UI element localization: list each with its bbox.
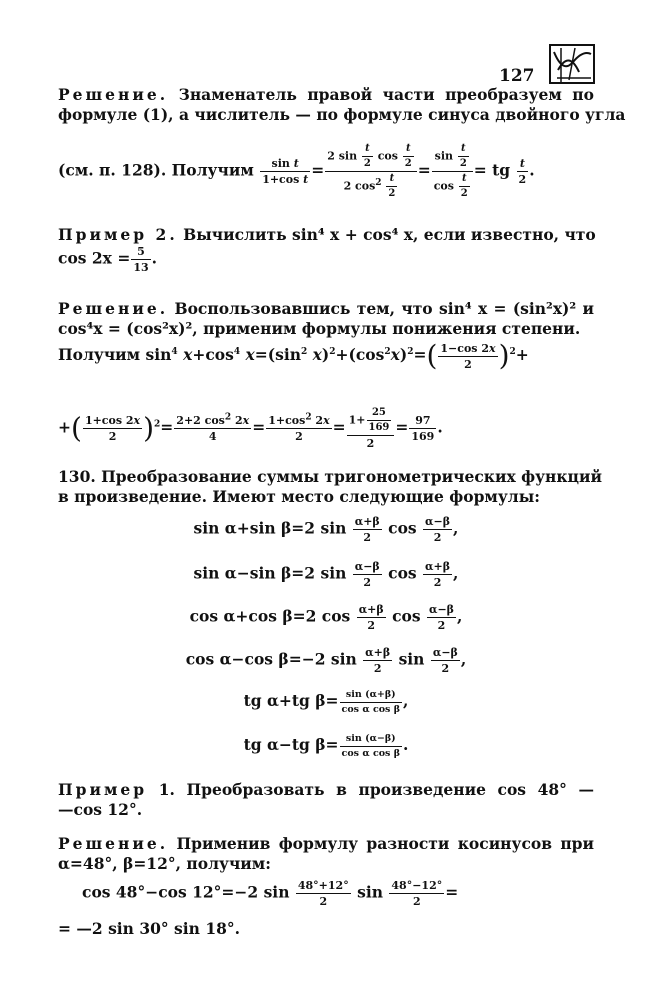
sec130-line-2: в произведение. Имеют место следующие формулы: bbox=[58, 487, 540, 506]
formula-cos-diff: cos α−cos β=−2 sin $\frac{\alpha+\beta}{2}$ sin $\frac{\alpha-\beta}{2}$ , bbox=[185, 646, 467, 675]
ex2-line-1: Пример 2. Вычислить sin⁴ x + cos⁴ x, если известно, что bbox=[58, 225, 596, 244]
formula-cos-sum: cos α+cos β=2 cos $\frac{\alpha+\beta}{2}$ cos $\frac{\alpha-\beta}{2}$ , bbox=[189, 603, 463, 632]
ex2-line-2: cos 2x = $\frac{5}{13}$ . bbox=[58, 245, 158, 274]
formula-tg-sum: tg α+tg β= $\frac{\sin (\alpha+\beta)}{\text{cos α cos β}}$ , bbox=[243, 689, 409, 715]
p1-line-1: Решение. Знаменатель правой части преобразуем по bbox=[58, 85, 594, 104]
sol2-line-4: +( $\frac{1+\cos 2x}{2}$ )$^2$= $\frac{2+2 \cos^2 2x}{4}$ = $\frac{1+\cos^2 2x}{2}$ = 1+ $\frac{25}{169}$ 2 = $\frac{97}{169}$ . bbox=[58, 407, 443, 450]
sol2-line-2: cos⁴x = (cos²x)², применим формулы понижения степени. bbox=[58, 319, 581, 338]
formula-p1: (см. п. 128). Получим $\frac{\text{sin t}}{\text{1+cos t}}$ = 2 sin $\frac{t}{2}$ cos $\frac{t}{2}$ 2 $\cos^2$ $\frac{t}{2}$ = sin $\frac{t}{2}$ cos $\frac{t}{2}$ = tg $\frac{t}{2}$ . bbox=[58, 143, 535, 199]
page-number: 127 bbox=[499, 66, 535, 86]
sol1-line-2: α=48°, β=12°, получим: bbox=[58, 854, 271, 873]
sec130-line-1: 130. Преобразование суммы тригонометрических функций bbox=[58, 467, 602, 486]
sol2-line-3: Получим $\sin^4 x+\cos^4$ $x=(\sin^2$ $x)^2+(\cos^2x)^2=$( $\frac{1-\cos 2x}{2}$ )$^2$+ bbox=[58, 339, 529, 372]
sol1-formula: cos 48°−cos 12°=−2 sin $\frac{48^\circ+12^\circ}{2}$ sin $\frac{48^\circ-12^\circ}{2}$ = bbox=[82, 879, 459, 908]
graph-emblem-icon bbox=[549, 44, 595, 84]
formula-sin-diff: sin α−sin β=2 sin $\frac{\alpha-\beta}{2}$ cos $\frac{\alpha+\beta}{2}$ , bbox=[193, 560, 459, 589]
formula-sin-sum: sin α+sin β=2 sin $\frac{\alpha+\beta}{2}$ cos $\frac{\alpha-\beta}{2}$ , bbox=[193, 515, 459, 544]
sol1-final: = —2 sin 30° sin 18°. bbox=[58, 919, 241, 938]
sol2-line-1: Решение. Воспользовавшись тем, что sin⁴ x = (sin²x)² и bbox=[58, 299, 594, 318]
ex1-line-1: Пример 1. Преобразовать в произведение cos 48° — bbox=[58, 780, 594, 799]
ex1-line-2: —cos 12°. bbox=[58, 800, 143, 819]
p1-line-2: формуле (1), а числитель — по формуле синуса двойного угла bbox=[58, 105, 626, 124]
formula-tg-diff: tg α−tg β= $\frac{\sin (\alpha-\beta)}{\text{cos α cos β}}$ . bbox=[243, 733, 409, 759]
sol1-line-1: Решение. Применив формулу разности косинусов при bbox=[58, 834, 594, 853]
